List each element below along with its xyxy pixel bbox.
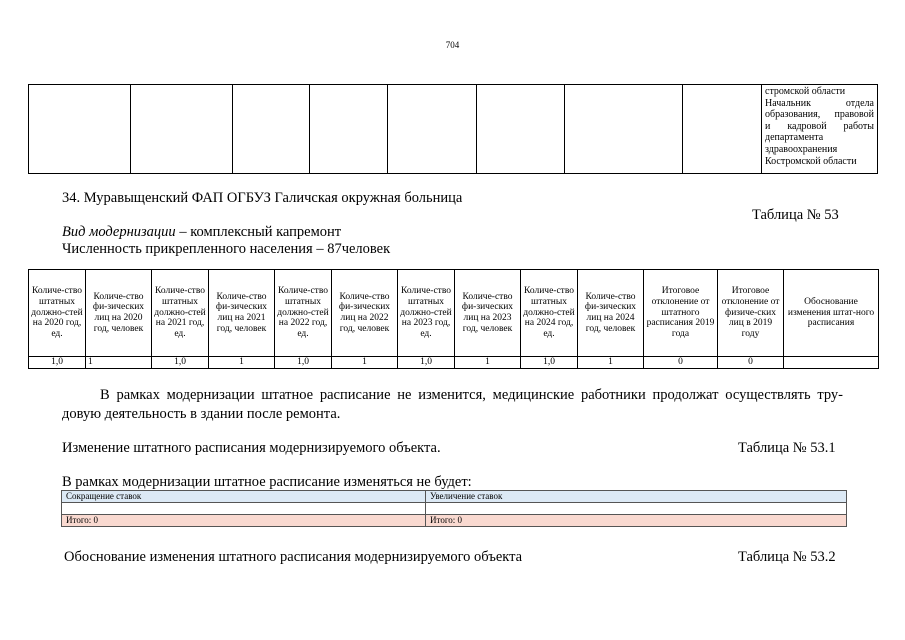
position-line: Начальник отдела (765, 97, 874, 109)
column-header: Количе-ство штатных должно-стей на 2022 год, ед. (275, 270, 332, 357)
basis-heading: Обоснование изменения штатного расписания модернизируемого объекта (64, 549, 523, 565)
page-number: 704 (445, 40, 460, 50)
column-header: Количе-ство штатных должно-стей на 2024 год, ед. (521, 270, 578, 357)
modernization-type-label: Вид модернизации (62, 224, 176, 240)
table-cell: 1 (578, 357, 644, 369)
column-header: Итоговое отклонение от физиче-ских лиц в 2019 году (718, 270, 784, 357)
table-row (62, 503, 847, 515)
table-cell (233, 85, 310, 174)
modernization-type-value: – комплексный капремонт (175, 224, 342, 240)
table-cell: 1 (455, 357, 521, 369)
table-cell (62, 503, 426, 515)
table-cell (477, 85, 565, 174)
reduction-header: Сокращение ставок (62, 491, 426, 503)
position-line: Костромской области (765, 155, 857, 167)
table-cell (131, 85, 233, 174)
table-cell (683, 85, 762, 174)
column-header: Количе-ство фи-зических лиц на 2022 год, человек (332, 270, 398, 357)
body-paragraph: В рамках модернизации штатное расписание не изменится, медицинские работники продолжат осуществлять тру-довую деятельность в здании после ремонта. (62, 387, 843, 422)
position-cell (762, 85, 878, 174)
table-number-53: Таблица № 53 (752, 207, 839, 223)
total-row (62, 515, 847, 527)
table-cell: 0 (718, 357, 784, 369)
increase-total: Итого: 0 (426, 515, 847, 527)
column-header: Количе-ство фи-зических лиц на 2023 год, человек (455, 270, 521, 357)
modernization-type (62, 224, 341, 241)
column-header: Количе-ство фи-зических лиц на 2020 год, человек (86, 270, 152, 357)
position-line: здравоохранения (765, 143, 838, 155)
position-line: департамента (765, 132, 824, 144)
column-header: Обоснование изменения штат-ного расписания (784, 270, 879, 357)
no-change-text: В рамках модернизации штатное расписание изменяться не будет: (62, 474, 472, 490)
table-row (29, 357, 879, 369)
staff-change-heading: Изменение штатного расписания модернизируемого объекта. (62, 440, 441, 456)
table-row (29, 85, 878, 174)
table-cell (565, 85, 683, 174)
table-number-53-1: Таблица № 53.1 (738, 440, 836, 456)
table-header-row (29, 270, 879, 357)
column-header: Количе-ство штатных должно-стей на 2021 год, ед. (152, 270, 209, 357)
staffing-table (28, 269, 879, 369)
staff-rate-table (61, 490, 847, 527)
table-cell: 1,0 (398, 357, 455, 369)
table-cell (29, 85, 131, 174)
table-cell (388, 85, 477, 174)
table-cell (426, 503, 847, 515)
table-cell: 1,0 (152, 357, 209, 369)
table-cell: 1,0 (29, 357, 86, 369)
position-line: образования, правовой (765, 109, 874, 121)
table-cell: 1 (86, 357, 152, 369)
table-header-row (62, 491, 847, 503)
position-line: стромской области (765, 86, 846, 97)
table-cell: 1,0 (275, 357, 332, 369)
position-line: и кадровой работы (765, 120, 874, 132)
column-header: Количе-ство штатных должно-стей на 2023 год, ед. (398, 270, 455, 357)
reduction-total: Итого: 0 (62, 515, 426, 527)
table-cell: 1 (209, 357, 275, 369)
continued-table (28, 84, 878, 174)
column-header: Итоговое отклонение от штатного расписания 2019 года (644, 270, 718, 357)
column-header: Количе-ство фи-зических лиц на 2021 год, человек (209, 270, 275, 357)
increase-header: Увеличение ставок (426, 491, 847, 503)
table-cell (784, 357, 879, 369)
column-header: Количе-ство фи-зических лиц на 2024 год, человек (578, 270, 644, 357)
table-cell (310, 85, 388, 174)
table-cell: 1 (332, 357, 398, 369)
table-number-53-2: Таблица № 53.2 (738, 549, 836, 565)
table-cell: 0 (644, 357, 718, 369)
population-text: Численность прикрепленного населения – 87человек (62, 241, 391, 257)
column-header: Количе-ство штатных должно-стей на 2020 год, ед. (29, 270, 86, 357)
table-cell: 1,0 (521, 357, 578, 369)
section-heading: 34. Муравыщенский ФАП ОГБУЗ Галичская окружная больница (62, 190, 463, 206)
